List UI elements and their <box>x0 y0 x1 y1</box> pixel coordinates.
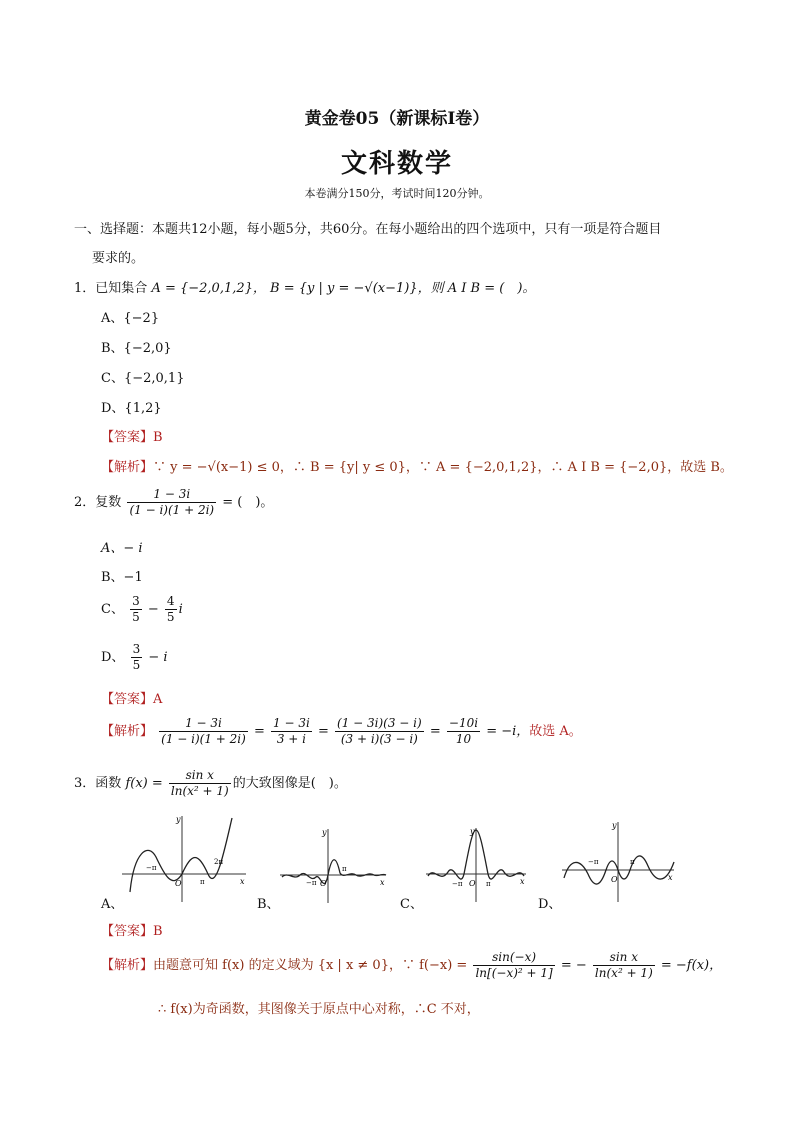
analysis-tag: 【解析】 <box>101 460 154 475</box>
question-2 <box>74 487 273 518</box>
question-number: 3． <box>74 776 96 791</box>
option-tail: i <box>178 602 183 617</box>
answer-tag: 【答案】 <box>101 692 154 707</box>
fraction <box>159 716 248 747</box>
option-c: C、{−2,0,1} <box>101 371 185 386</box>
option-b: B、{−2,0} <box>101 341 172 356</box>
question-stem: 复数 <box>95 495 122 510</box>
analysis-line <box>101 716 582 747</box>
question-number: 1． <box>74 281 96 296</box>
fraction <box>335 716 424 747</box>
graph-label-a: A、 <box>101 897 124 912</box>
denominator: (3 + i)(3 − i) <box>340 732 418 746</box>
question-ask: A I B = ( )。 <box>447 281 536 296</box>
tick-label: −π <box>588 858 599 866</box>
fraction <box>593 950 655 981</box>
analysis-text: 由题意可知 f(x) 的定义域为 {x | x ≠ 0}，∵ f(−x) = <box>153 958 468 973</box>
option-b: B、−1 <box>101 570 143 585</box>
y-axis-label: y <box>470 827 475 836</box>
analysis-tag: 【解析】 <box>101 958 154 973</box>
operator: = − <box>560 958 587 973</box>
tick-label: π <box>630 858 635 866</box>
denominator: 5 <box>132 610 140 624</box>
conclusion: 故选 A。 <box>529 724 582 739</box>
equals: = <box>317 724 329 739</box>
result: = −i， <box>486 724 530 739</box>
exam-note: 本卷满分150分，考试时间120分钟。 <box>304 187 490 200</box>
option-tail: − i <box>148 650 168 665</box>
set-a: A = {−2,0,1,2}， <box>151 281 266 296</box>
graph-label-b: B、 <box>257 897 280 912</box>
denominator: 10 <box>455 732 472 746</box>
x-axis-label: x <box>520 877 525 886</box>
denominator: 5 <box>132 658 141 672</box>
section-heading-cont: 要求的。 <box>92 251 145 266</box>
option-a: A、{−2} <box>101 311 160 326</box>
graph-label-c: C、 <box>400 897 423 912</box>
analysis-line <box>101 456 733 475</box>
fraction <box>473 950 554 981</box>
numerator: 4 <box>166 594 175 608</box>
numerator: 3 <box>132 642 141 656</box>
paper-title: 黄金卷05（新课标Ⅰ卷） <box>304 109 490 129</box>
origin-label: O <box>320 879 327 888</box>
denominator: ln(x² + 1) <box>170 784 229 798</box>
question-1 <box>74 277 535 296</box>
graph-b <box>278 825 388 905</box>
numerator: (1 − 3i)(3 − i) <box>337 716 422 730</box>
tick-label: 2π <box>214 858 224 866</box>
section-heading: 一、选择题：本题共12小题，每小题5分，共60分。在每小题给出的四个选项中，只有一项是符合题目 <box>74 222 662 237</box>
tick-label: −π <box>452 880 463 888</box>
x-axis-label: x <box>240 877 245 886</box>
fraction <box>447 716 480 747</box>
answer-value: B <box>153 924 163 939</box>
x-axis-label: x <box>380 878 385 887</box>
numerator: 1 − 3i <box>273 716 310 730</box>
result: = −f(x)， <box>660 958 723 973</box>
origin-label: O <box>469 879 476 888</box>
option-d <box>101 642 168 673</box>
function-name: f(x) = <box>125 776 163 791</box>
question-number: 2． <box>74 495 96 510</box>
answer-line <box>101 688 162 707</box>
denominator: 5 <box>166 610 175 624</box>
operator: − <box>147 602 159 617</box>
fraction <box>127 487 216 518</box>
equals: = <box>253 724 265 739</box>
answer-line <box>101 426 163 445</box>
denominator: ln[(−x)² + 1] <box>475 966 553 980</box>
question-ask: 的大致图像是( )。 <box>232 776 347 791</box>
answer-value: A <box>153 692 163 707</box>
denominator: 3 + i <box>276 732 306 746</box>
tick-label: −π <box>306 879 317 887</box>
origin-label: O <box>175 879 182 888</box>
analysis-tag: 【解析】 <box>101 724 154 739</box>
option-label: C、 <box>101 602 124 617</box>
y-axis-label: y <box>322 828 327 837</box>
tick-label: −π <box>146 864 157 872</box>
set-b: B = {y | y = −√(x−1)}，则 <box>270 281 444 296</box>
analysis-text: ∵ y = −√(x−1) ≤ 0，∴ B = {y| y ≤ 0}，∵ A = {−2,0,1,2}，∴ A I B = {−2,0}，故选 B。 <box>153 460 733 475</box>
subject-title: 文科数学 <box>340 149 453 179</box>
numerator: sin x <box>593 950 655 966</box>
question-stem: 函数 <box>95 776 122 791</box>
numerator: sin(−x) <box>473 950 554 966</box>
numerator: 1 − 3i <box>159 716 248 732</box>
graph-label-d: D、 <box>538 897 562 912</box>
origin-label: O <box>611 875 618 884</box>
graph-c <box>424 824 528 904</box>
numerator: sin x <box>169 768 231 784</box>
answer-tag: 【答案】 <box>101 430 154 445</box>
question-ask: = ( )。 <box>222 495 274 510</box>
denominator: (1 − i)(1 + 2i) <box>129 503 215 517</box>
tick-label: π <box>486 880 491 888</box>
fraction <box>169 768 231 799</box>
option-label: D、 <box>101 650 125 665</box>
answer-tag: 【答案】 <box>101 924 154 939</box>
numerator: −10i <box>448 716 479 730</box>
numerator: 1 − 3i <box>127 487 216 503</box>
option-a: A、− i <box>101 541 143 556</box>
denominator: (1 − i)(1 + 2i) <box>161 732 246 746</box>
option-c <box>101 594 183 625</box>
x-axis-label: x <box>668 873 673 882</box>
fraction <box>131 642 143 673</box>
graph-a <box>120 812 250 904</box>
y-axis-label: y <box>176 815 181 824</box>
analysis-line-2: ∴ f(x)为奇函数，其图像关于原点中心对称，∴C 不对， <box>158 1002 480 1017</box>
analysis-line <box>101 950 722 981</box>
tick-label: π <box>200 878 205 886</box>
graph-d <box>560 818 678 904</box>
fraction <box>271 716 312 747</box>
y-axis-label: y <box>612 821 617 830</box>
answer-line <box>101 920 163 939</box>
answer-value: B <box>153 430 163 445</box>
question-stem: 已知集合 <box>95 281 148 296</box>
numerator: 3 <box>132 594 140 608</box>
equals: = <box>429 724 441 739</box>
tick-label: π <box>342 865 347 873</box>
fraction <box>130 594 142 625</box>
denominator: ln(x² + 1) <box>594 966 653 980</box>
question-3 <box>74 768 347 799</box>
fraction <box>165 594 177 625</box>
option-d: D、{1,2} <box>101 401 162 416</box>
